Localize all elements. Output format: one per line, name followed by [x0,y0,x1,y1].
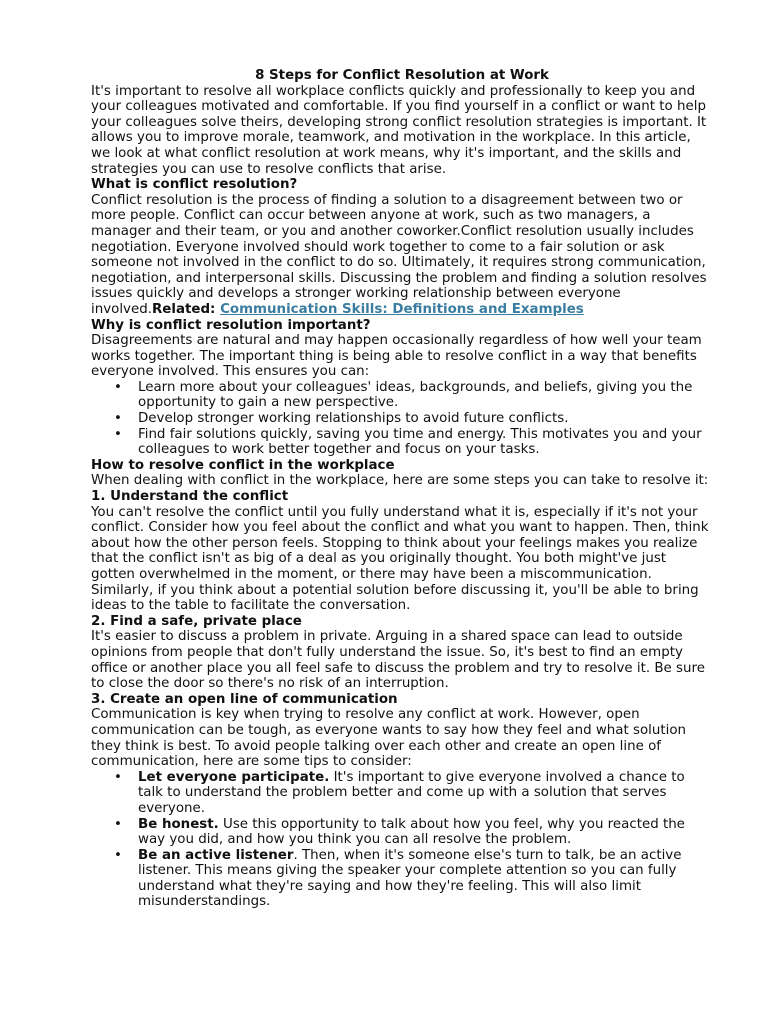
document-page [91,68,713,910]
what-paragraph [91,193,713,318]
tips-list [91,770,713,910]
tip-text: Use this opportunity to talk about how you feel, why you reacted the way you did, and how you think you can all resolve the problem. [138,816,685,848]
list-item: • Develop stronger working relationships to avoid future conflicts. [138,411,713,427]
step-3-paragraph: Communication is key when trying to resolve any conflict at work. However, open communication can be tough, as everyone wants to say how they feel and what solution they think is best. To avoid people talking over each other and create an open line of communication, here are some tips to consider: [91,707,687,770]
how-paragraph: When dealing with conflict in the workplace, here are some steps you can take to resolve it: [91,473,709,489]
heading-step-2: 2. Find a safe, private place [91,613,302,629]
related-label: Related: [151,301,221,317]
tip-text: It's important to give everyone involved a chance to talk to understand the problem better and come up with a solution that serves everyone. [138,769,685,816]
what-body: Conflict resolution is the process of finding a solution to a disagreement between two or more people. Conflict can occur between anyone at work, such as two managers, a manager and their team, or you and another coworker.Conflict resolution usually includes negotiation. Everyone involved should work together to come to a fair solution or ask someone not involved in the conflict to do so. Ultimately, it requires strong communication, negotiation, and interpersonal skills. Discussing the problem and finding a solution resolves issues quickly and develops a stronger working relationship between everyone involved. [91,192,707,317]
tip-text: . Then, when it's someone else's turn to talk, be an active listener. This means giving the speaker your complete attention so you can fully understand what they're saying and how they're feeling. This will also limit misunderstandings. [138,847,682,910]
list-item [138,817,713,848]
tip-title: Be an active listener [138,847,294,863]
intro-paragraph: It's important to resolve all workplace conflicts quickly and professionally to keep you and your colleagues motivated and comfortable. If you find yourself in a conflict or want to help your colleagues solve theirs, developing strong conflict resolution strategies is important. It allows you to improve morale, teamwork, and motivation in the workplace. In this article, we look at what conflict resolution at work means, why it's important, and the skills and strategies you can use to resolve conflicts that arise. [91,83,707,177]
step-1-paragraph: You can't resolve the conflict until you fully understand what it is, especially if it's not your conflict. Consider how you feel about the conflict and what you want to happen. Then, think about how the other person feels. Stopping to think about your feelings makes you realize that the conflict isn't as big of a deal as you originally thought. You both might've just gotten overwhelmed in the moment, or there may have been a miscommunication. Similarly, if you think about a potential solution before discussing it, you'll be able to bring ideas to the table to facilitate the conversation. [91,504,709,614]
related-link[interactable]: Communication Skills: Definitions and Examples [220,301,584,317]
page-title: 8 Steps for Conflict Resolution at Work [255,68,549,83]
heading-what-is-conflict-resolution: What is conflict resolution? [91,177,298,193]
heading-step-3: 3. Create an open line of communication [91,691,398,707]
why-list [91,380,713,458]
list-item: • Learn more about your colleagues' ideas, backgrounds, and beliefs, giving you the opportunity to gain a new perspective. [138,380,713,411]
heading-how-to-resolve: How to resolve conflict in the workplace [91,457,395,473]
heading-step-1: 1. Understand the conflict [91,489,289,505]
list-item [138,770,713,817]
tip-title: Let everyone participate. [138,769,330,785]
why-paragraph: Disagreements are natural and may happen occasionally regardless of how well your team works together. The important thing is being able to resolve conflict in a way that benefits everyone involved. This ensures you can: [91,333,702,380]
step-2-paragraph: It's easier to discuss a problem in private. Arguing in a shared space can lead to outside opinions from people that don't fully understand the issue. So, it's best to find an empty office or another place you all feel safe to discuss the problem and try to resolve it. Be sure to close the door so there's no risk of an interruption. [91,629,705,692]
list-item: • Find fair solutions quickly, saving you time and energy. This motivates you and your colleagues to work better together and focus on your tasks. [138,427,713,458]
tip-title: Be honest. [138,816,219,832]
heading-why-important: Why is conflict resolution important? [91,317,371,333]
list-item [138,848,713,910]
